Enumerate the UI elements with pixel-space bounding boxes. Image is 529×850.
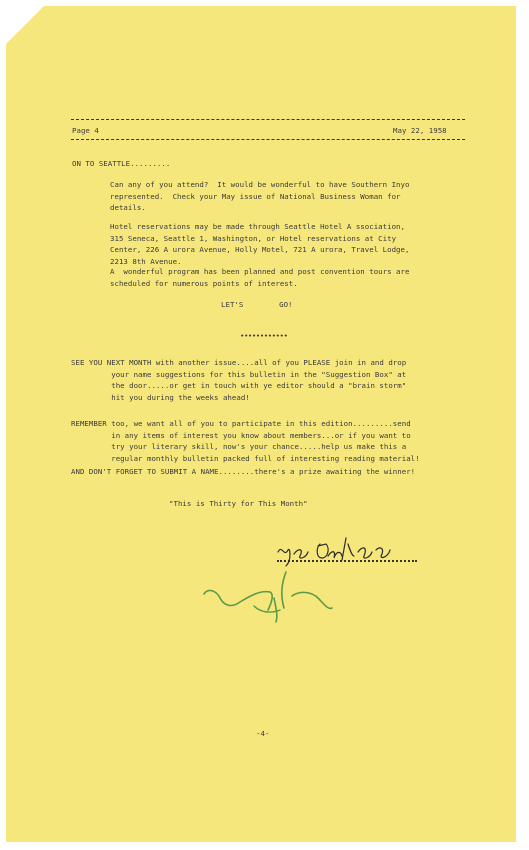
seattle-para1-line2: represented. Check your May issue of National Business Woman for xyxy=(110,191,401,201)
remember-line2: in any items of interest you know about members...or if you want to xyxy=(71,430,411,440)
seattle-para1-line3: details. xyxy=(110,203,146,212)
page-label: Page 4 xyxy=(72,126,99,135)
seattle-para3-line2: scheduled for numerous points of interest. xyxy=(110,278,298,288)
section-separator: •••••••••••• xyxy=(240,331,288,340)
header-rule-top xyxy=(71,119,465,120)
next-month-line2: your name suggestions for this bulletin in the "Suggestion Box" at xyxy=(71,369,407,379)
remember-line4: regular monthly bulletin packed full of interesting reading material! xyxy=(71,453,420,463)
seattle-para2-line3: Center, 226 A urora Avenue, Holly Motel, 721 A urora, Travel Lodge, xyxy=(110,245,410,254)
closing-line: "This is Thirty for This Month" xyxy=(169,499,308,508)
page-number: -4- xyxy=(256,729,270,738)
section-heading: ON TO SEATTLE......... xyxy=(72,159,171,168)
header-rule-bottom xyxy=(71,139,465,140)
seattle-para1-line1: Can any of you attend? It would be wonderful to have Southern Inyo xyxy=(110,180,410,189)
remember-line1: REMEMBER too, we want all of you to participate in this edition.........send xyxy=(71,419,411,428)
green-pen-mark xyxy=(200,568,340,628)
seattle-para2-line4: 2213 8th Avenue. xyxy=(110,256,182,266)
next-month-line4: hit you during the weeks ahead! xyxy=(71,392,250,402)
submit-name-line: AND DON'T FORGET TO SUBMIT A NAME........there's a prize awaiting the winner! xyxy=(71,467,416,476)
handwritten-signature xyxy=(272,530,432,570)
remember-line3: try your literary skill, now's your chance.....help us make this a xyxy=(71,442,407,451)
seattle-para2-line2: 315 Seneca, Seattle 1, Washington, or Hotel reservations at City xyxy=(110,233,397,243)
seattle-para2-line1: Hotel reservations may be made through Seattle Hotel A ssociation, xyxy=(110,222,405,231)
seattle-para3-line1: A wonderful program has been planned and post convention tours are xyxy=(110,267,410,276)
next-month-line1: SEE YOU NEXT MONTH with another issue....all of you PLEASE join in and drop xyxy=(71,358,407,367)
lets-go-text: LET'S GO! xyxy=(221,300,293,309)
next-month-line3: the door.....or get in touch with ye editor should a "brain storm" xyxy=(71,381,407,390)
date-label: May 22, 1958 xyxy=(393,126,447,135)
signature-dotted-line xyxy=(277,560,417,562)
